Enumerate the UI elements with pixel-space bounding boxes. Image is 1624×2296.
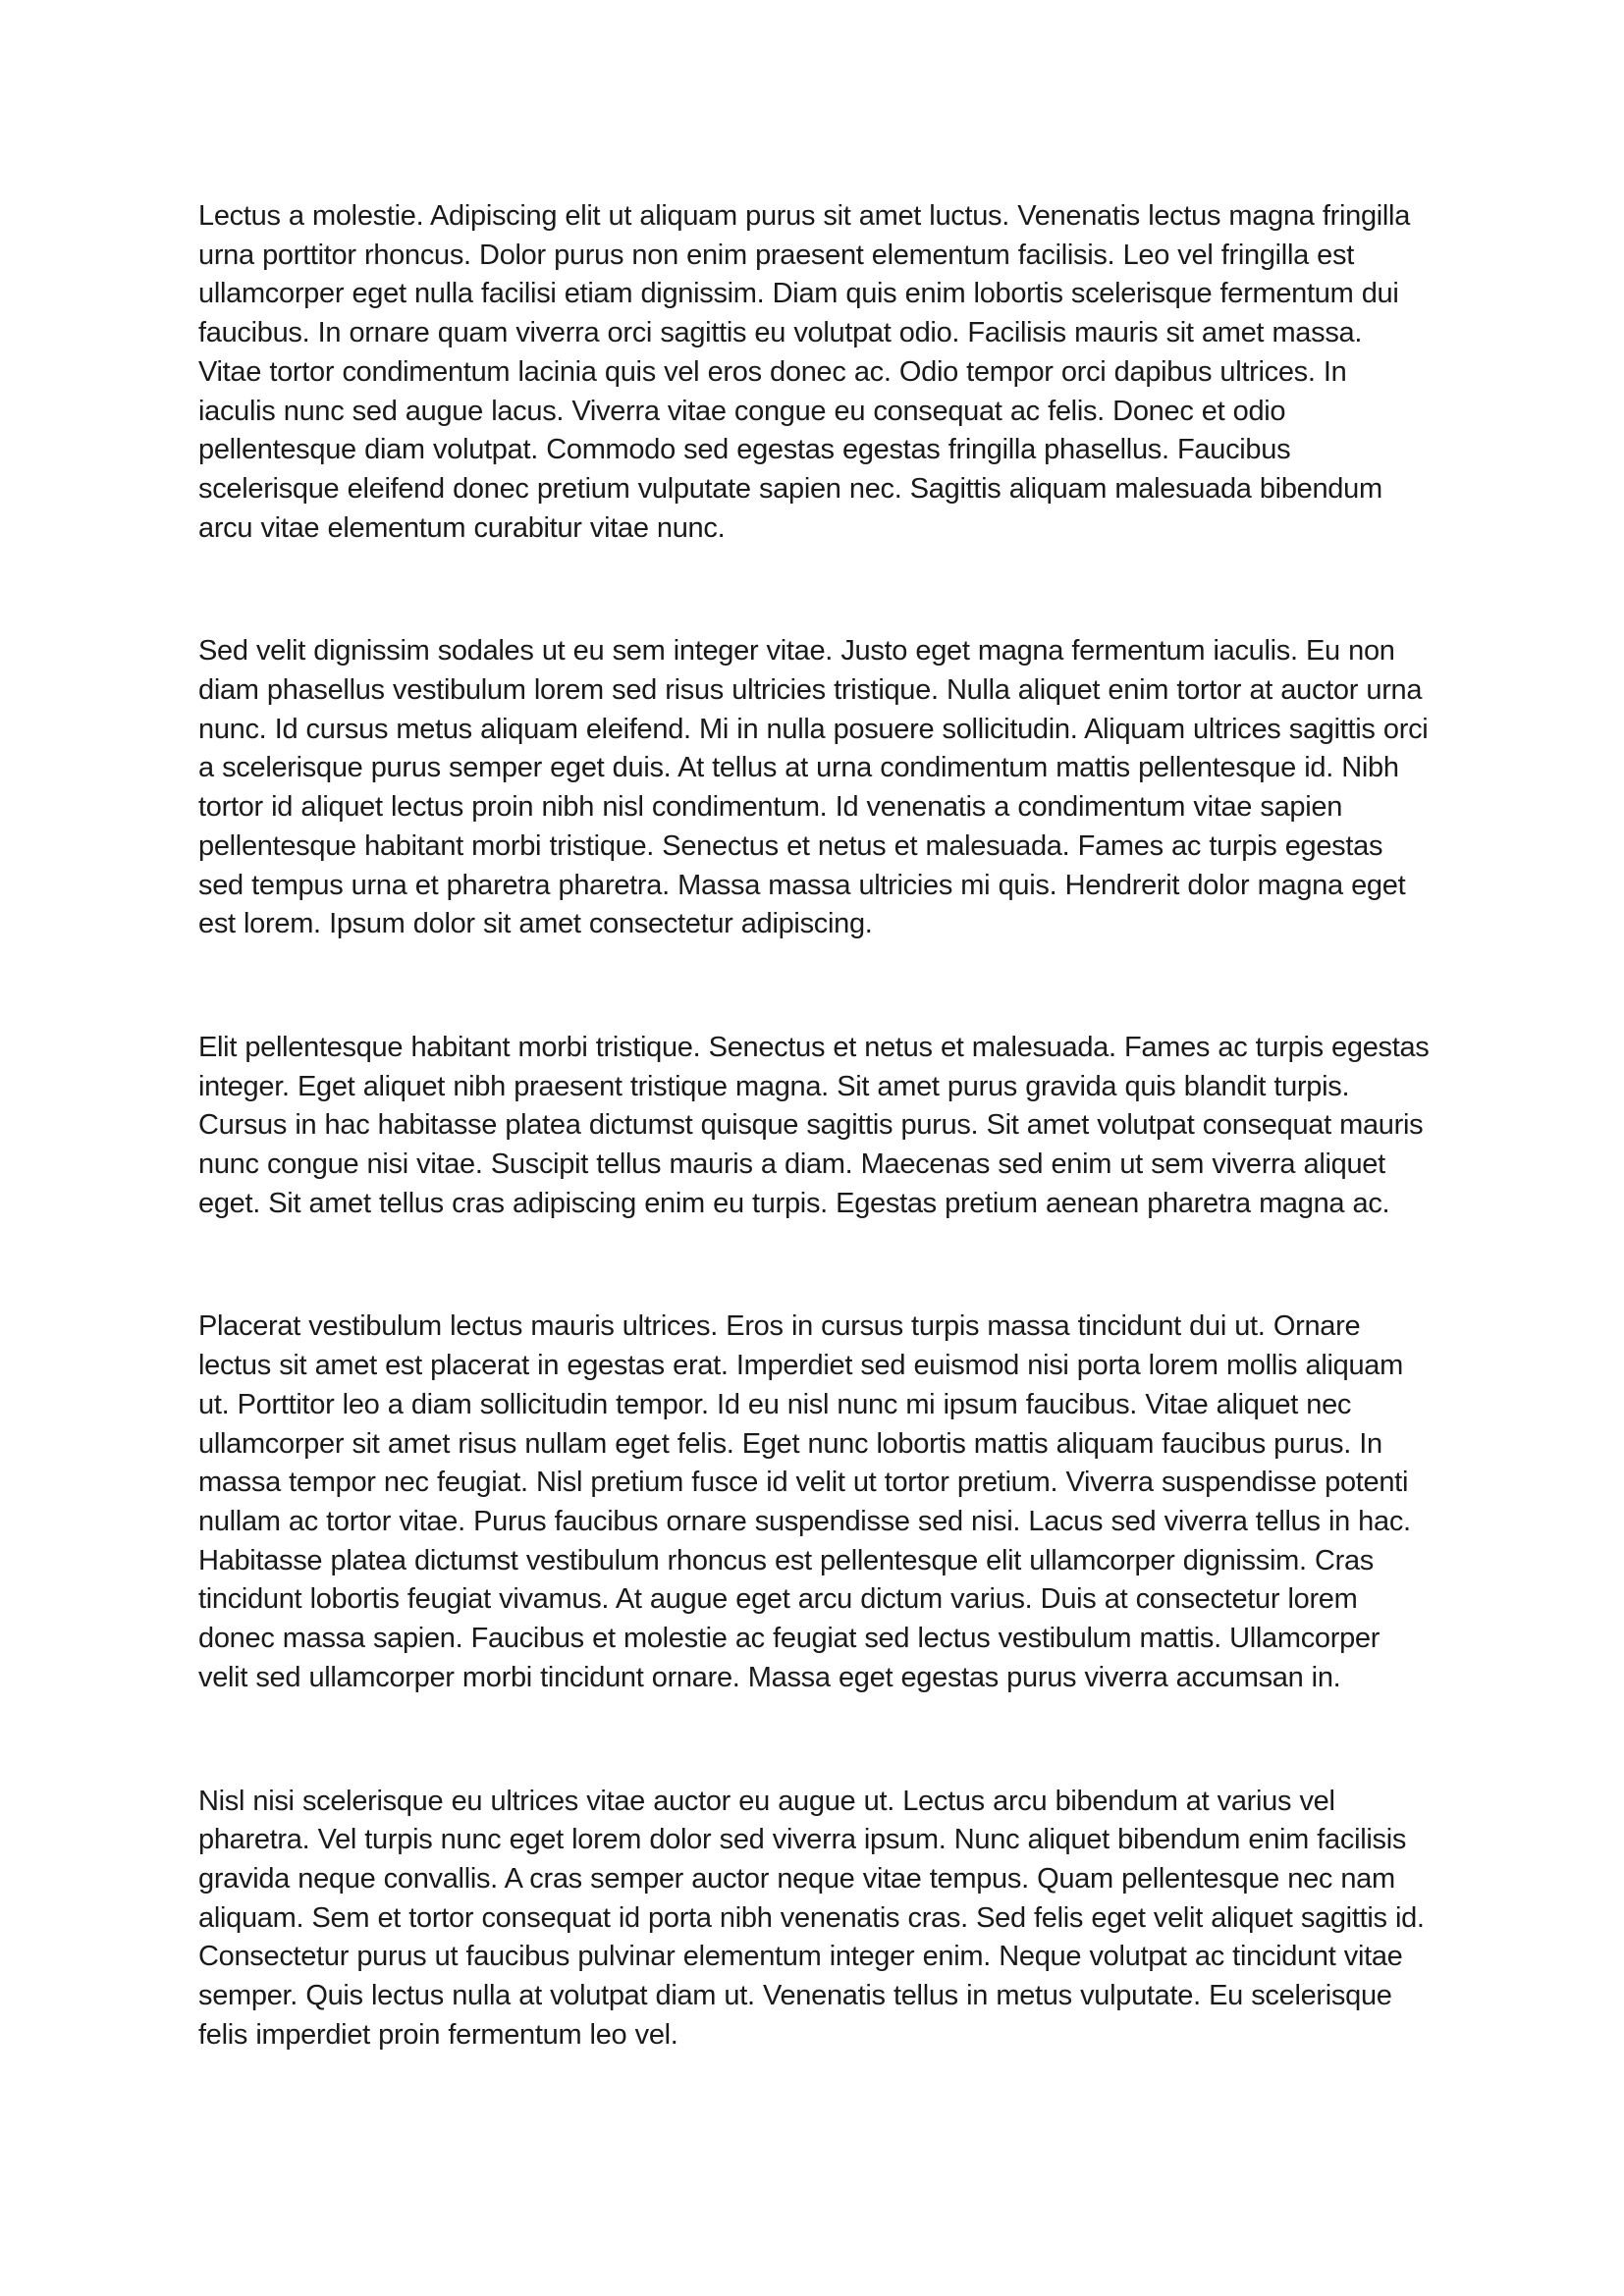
- paragraph-3: Elit pellentesque habitant morbi tristique. Senectus et netus et malesuada. Fames ac turpis egestas integer. Eget aliquet nibh praesent tristique magna. Sit amet purus gravida quis blandit turpis. Cursus in hac habitasse platea dictumst quisque sagittis purus. Sit amet volutpat consequat mauris nunc congue nisi vitae. Suscipit tellus mauris a diam. Maecenas sed enim ut sem viverra aliquet eget. Sit amet tellus cras adipiscing enim eu turpis. Egestas pretium aenean pharetra magna ac.: [198, 1031, 1430, 1219]
- paragraph-4: Placerat vestibulum lectus mauris ultrices. Eros in cursus turpis massa tincidunt dui ut. Ornare lectus sit amet est placerat in egestas erat. Imperdiet sed euismod nisi porta lorem mollis aliquam ut. Porttitor leo a diam sollicitudin tempor. Id eu nisl nunc mi ipsum faucibus. Vitae aliquet nec ullamcorper sit amet risus nullam eget felis. Eget nunc lobortis mattis aliquam faucibus purus. In massa tempor nec feugiat. Nisl pretium fusce id velit ut tortor pretium. Viverra suspendisse potenti nullam ac tortor vitae. Purus faucibus ornare suspendisse sed nisi. Lacus sed viverra tellus in hac. Habitasse platea dictumst vestibulum rhoncus est pellentesque elit ullamcorper dignissim. Cras tincidunt lobortis feugiat vivamus. At augue eget arcu dictum varius. Duis at consectetur lorem donec massa sapien. Faucibus et molestie ac feugiat sed lectus vestibulum mattis. Ullamcorper velit sed ullamcorper morbi tincidunt ornare. Massa eget egestas purus viverra accumsan in.: [198, 1310, 1411, 1693]
- paragraph-2: Sed velit dignissim sodales ut eu sem integer vitae. Justo eget magna fermentum iaculis. Eu non diam phasellus vestibulum lorem sed risus ultricies tristique. Nulla aliquet enim tortor at auctor urna nunc. Id cursus metus aliquam eleifend. Mi in nulla posuere sollicitudin. Aliquam ultrices sagittis orci a scelerisque purus semper eget duis. At tellus at urna condimentum mattis pellentesque id. Nibh tortor id aliquet lectus proin nibh nisl condimentum. Id venenatis a condimentum vitae sapien pellentesque habitant morbi tristique. Senectus et netus et malesuada. Fames ac turpis egestas sed tempus urna et pharetra pharetra. Massa massa ultricies mi quis. Hendrerit dolor magna eget est lorem. Ipsum dolor sit amet consectetur adipiscing.: [198, 635, 1429, 940]
- document-body: [198, 197, 1430, 2055]
- paragraph-1: Lectus a molestie. Adipiscing elit ut aliquam purus sit amet luctus. Venenatis lectus magna fringilla urna porttitor rhoncus. Dolor purus non enim praesent elementum facilisis. Leo vel fringilla est ullamcorper eget nulla facilisi etiam dignissim. Diam quis enim lobortis scelerisque fermentum dui faucibus. In ornare quam viverra orci sagittis eu volutpat odio. Facilisis mauris sit amet massa. Vitae tortor condimentum lacinia quis vel eros donec ac. Odio tempor orci dapibus ultrices. In iaculis nunc sed augue lacus. Viverra vitae congue eu consequat ac felis. Donec et odio pellentesque diam volutpat. Commodo sed egestas egestas fringilla phasellus. Faucibus scelerisque eleifend donec pretium vulputate sapien nec. Sagittis aliquam malesuada bibendum arcu vitae elementum curabitur vitae nunc.: [198, 200, 1411, 544]
- paragraph-5: Nisl nisi scelerisque eu ultrices vitae auctor eu augue ut. Lectus arcu bibendum at varius vel pharetra. Vel turpis nunc eget lorem dolor sed viverra ipsum. Nunc aliquet bibendum enim facilisis gravida neque convallis. A cras semper auctor neque vitae tempus. Quam pellentesque nec nam aliquam. Sem et tortor consequat id porta nibh venenatis cras. Sed felis eget velit aliquet sagittis id. Consectetur purus ut faucibus pulvinar elementum integer enim. Neque volutpat ac tincidunt vitae semper. Quis lectus nulla at volutpat diam ut. Venenatis tellus in metus vulputate. Eu scelerisque felis imperdiet proin fermentum leo vel.: [198, 1785, 1425, 2051]
